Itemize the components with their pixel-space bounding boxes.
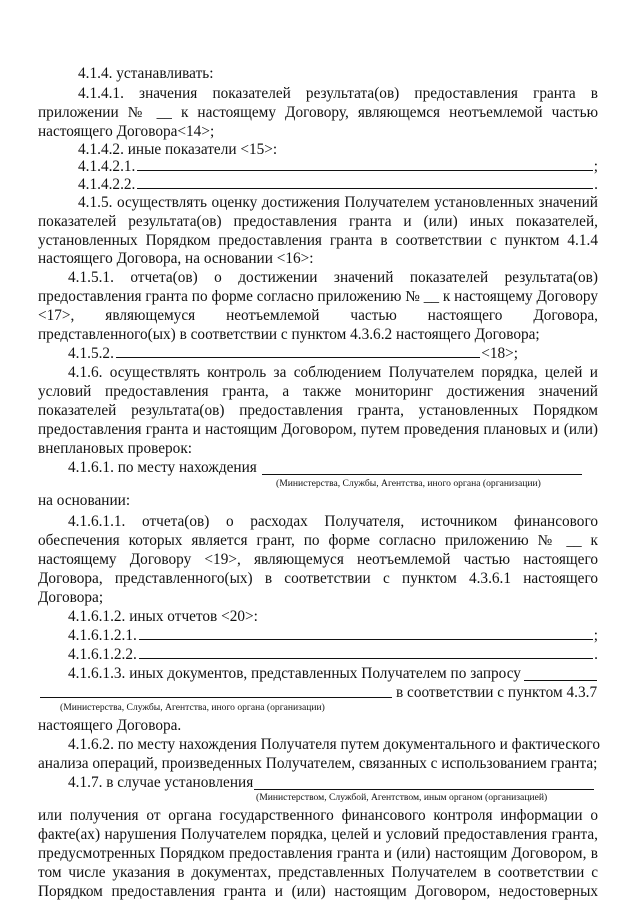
paragraph-line: <17>, являющемуся неотъемлемой частью настоящего Договора, [38,307,598,324]
clause-4-1-4-2-1 [78,157,598,176]
paragraph-line: или получения от органа государственного финансового контроля информации о [38,807,598,824]
paragraph-line: представленного(ых) в соответствии с пунктом 4.3.6.2 настоящего Договора; [38,326,540,343]
clause-number: 4.1.4.2.1. [78,158,136,175]
paragraph-line: Договора; [38,589,104,606]
fill-in-line [116,356,480,358]
punctuation: ; [593,627,598,644]
clause-4-1-5-1: 4.1.5.1. отчета(ов) о достижении значений показателей результата(ов) [68,269,598,286]
punctuation: . [594,646,598,663]
clause-4-1-6-1-1: 4.1.6.1.1. отчета(ов) о расходах Получателя, источником финансового [68,513,598,530]
clause-4-1-7: 4.1.7. в случае установления [68,774,254,791]
clause-number: 4.1.5.2. [68,345,114,362]
fill-in-line [254,789,594,790]
paragraph-line: анализа операций, произведенных Получателем, связанных с использованием гранта; [38,755,598,772]
paragraph-line: предусмотренных Порядком предоставления гранта и (или) настоящим Договором, в [38,845,598,862]
paragraph-line: том числе указания в документах, представленных Получателем в соответствии с [38,864,598,881]
footnote-ref: <18>; [481,345,518,362]
paragraph-line: факте(ах) нарушения Получателем порядка, целей и условий предоставления гранта, [38,826,598,843]
paragraph-line: обеспечения которых является грант, по форме согласно приложению № __ к [38,532,598,549]
paragraph-line: условий предоставления гранта, а также мониторинг достижения значений [38,383,598,400]
paragraph-line: показателей результата(ов) предоставления гранта, установленных Порядком [38,402,598,419]
clause-4-1-5: 4.1.5. осуществлять оценку достижения Получателем установленных значений [78,194,598,211]
field-caption: (Министерства, Службы, Агентства, иного органа (организации) [60,702,325,713]
punctuation: . [594,176,598,193]
clause-4-1-4-2: 4.1.4.2. иные показатели <15>: [78,141,278,158]
paragraph-line: настоящего Договора. [38,717,182,734]
fill-in-line [40,697,392,698]
field-caption: (Министерства, Службы, Агентства, иного органа (организации) [276,478,541,489]
clause-4-1-6-1-2-2 [68,645,598,664]
clause-4-1-5-2 [68,344,518,363]
paragraph-line: в соответствии с пунктом 4.3.7 [396,684,598,701]
fill-in-line [139,638,593,640]
paragraph-line: настоящего Договора, на основании <16>: [38,250,314,267]
clause-number: 4.1.6.1.2.1. [68,627,137,644]
clause-4-1-6-1: 4.1.6.1. по месту нахождения [68,459,257,476]
paragraph-line: настоящего Договора<14>; [38,123,215,140]
clause-4-1-6-2: 4.1.6.2. по месту нахождения Получателя путем документального и фактического [68,736,600,753]
paragraph-line: Договора, представленного(ых) в соответствии с пунктом 4.3.6.1 настоящего [38,570,598,587]
punctuation: ; [593,158,598,175]
fill-in-line [137,169,592,171]
paragraph-line: внеплановых проверок: [38,440,192,457]
fill-in-line [139,657,593,659]
clause-number: 4.1.6.1.2.2. [68,646,137,663]
fill-in-line [137,187,593,189]
clause-4-1-6-1-2: 4.1.6.1.2. иных отчетов <20>: [68,608,258,625]
fill-in-line [524,680,597,681]
paragraph-line: предоставления гранта по форме согласно приложению № __ к настоящему Договору [38,288,598,305]
clause-4-1-4-2-2 [78,175,598,194]
clause-4-1-4: 4.1.4. устанавливать: [78,65,214,82]
field-caption: (Министерством, Службой, Агентством, иным органом (организацией) [256,792,548,803]
clause-4-1-6: 4.1.6. осуществлять контроль за соблюдением Получателем порядка, целей и [68,364,598,381]
clause-4-1-6-1-2-1 [68,626,598,645]
clause-number: 4.1.4.2.2. [78,176,136,193]
paragraph-line: на основании: [38,492,131,509]
paragraph-line: установленных Порядком предоставления гранта в соответствии с пунктом 4.1.4 [38,232,598,249]
paragraph-line: показателей результата(ов) предоставления гранта и (или) иных показателей, [38,213,598,230]
fill-in-line [262,474,582,475]
paragraph-line: приложении № __ к настоящему Договору, являющемся неотъемлемой частью [38,104,598,121]
clause-4-1-6-1-3: 4.1.6.1.3. иных документов, представленных Получателем по запросу [68,665,521,682]
paragraph-line: настоящему Договору <19>, являющемуся неотъемлемой частью настоящего [38,551,598,568]
paragraph-line: предоставления гранта и настоящим Договором, путем проведения плановых и (или) [38,421,598,438]
paragraph-line: Порядком предоставления гранта и (или) настоящим Договором, недостоверных [38,883,598,900]
clause-4-1-4-1: 4.1.4.1. значения показателей результата(ов) предоставления гранта в [78,85,598,102]
